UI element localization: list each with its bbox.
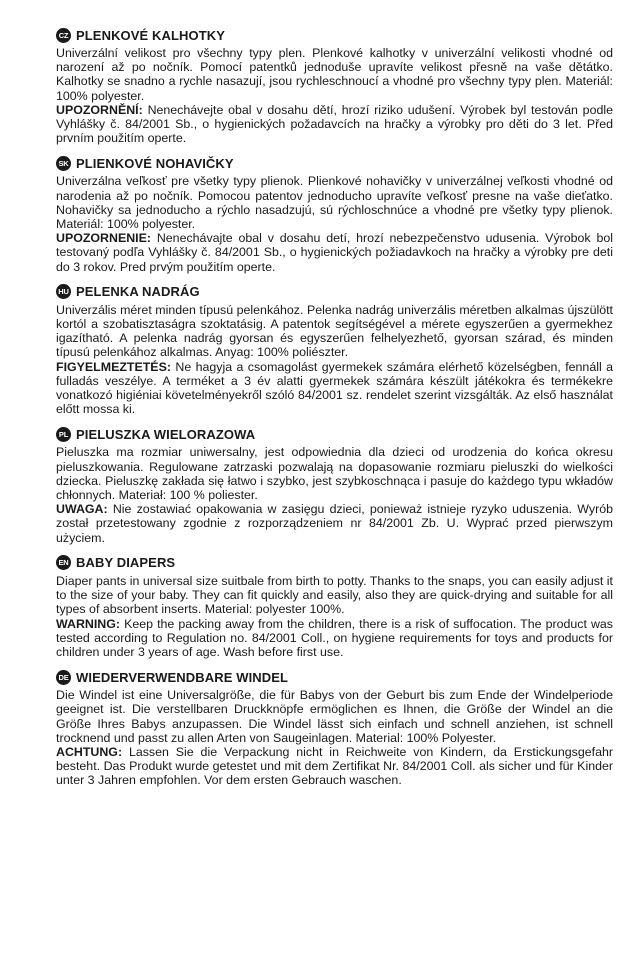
section-body: Diaper pants in universal size suitbale from birth to potty. Thanks to the snaps, you can easily adjust it to the size of your baby. They can fit quickly and easily, also they are quick-drying and suitable for all types of absorbent inserts. Material: polyester 100%. — [56, 573, 613, 617]
warning-label: WARNING: — [56, 616, 121, 631]
language-badge-icon: CZ — [56, 28, 71, 43]
section-heading — [56, 26, 613, 44]
section-pl — [56, 425, 613, 544]
section-body: Pieluszka ma rozmiar uniwersalny, jest odpowiednia dla dzieci od urodzenia do końca okresu pieluszkowania. Regulowane zatrzaski pozwalają na dopasowanie rozmiaru pieluszki do wielkości dziecka. Pieluszkę zakłada się łatwo i szybko, jest szybkoschnąca i pasuje do każdego typu wkładów chłonnych. Materiał: 100 % poliester. — [56, 445, 613, 503]
warning-text: Ne hagyja a csomagolást gyermekek számára elérhető közelségben, fennáll a fulladás veszélye. A terméket a 3 év alatti gyermekek számára készült játékokra és termékekre vonatkozó higiéniai követelményekről szóló 84/2001 sz. rendelet szerint vizsgálták. Az első használat előtt mossa ki. — [56, 359, 614, 417]
section-title: WIEDERVERWENDBARE WINDEL — [76, 669, 289, 685]
warning-label: ACHTUNG: — [56, 744, 123, 759]
section-body: Univerzální velikost pro všechny typy plen. Plenkové kalhotky v univerzální velikosti vhodné od narození až po nočník. Pomocí patentků jednoduše upravíte velikost přesně na vaše dětátko. Kalhotky se snadno a rychle nasazují, jsou rychleschnoucí a vhodné pro všechny typy plen. Materiál: 100% polyester. — [56, 46, 613, 103]
warning-paragraph — [56, 231, 613, 274]
section-title: PLIENKOVÉ NOHAVIČKY — [76, 155, 234, 171]
language-badge-icon: HU — [56, 284, 71, 299]
warning-paragraph — [56, 745, 613, 788]
section-cz — [56, 26, 613, 145]
warning-text: Keep the packing away from the children, there is a risk of suffocation. The product was tested according to Regulation no. 84/2001 Coll., on hygiene requirements for toys and products for children under 3 years of age. Wash before first use. — [56, 616, 614, 659]
warning-label: UPOZORNĚNÍ: — [56, 102, 143, 117]
section-heading — [56, 425, 613, 443]
section-title: BABY DIAPERS — [76, 555, 176, 571]
warning-label: FIGYELMEZTETÉS: — [56, 359, 171, 374]
section-title: PELENKA NADRÁG — [76, 284, 200, 300]
warning-text: Nenechávejte obal v dosahu dětí, hrozí riziko udušení. Výrobek byl testován podle Vyhlášky č. 84/2001 Sb., o hygienických požadavcích na hračky a výrobky pro děti do 3 let. Před prvním použitím operte. — [56, 102, 613, 146]
section-sk — [56, 154, 613, 273]
section-de — [56, 668, 613, 787]
warning-label: UWAGA: — [56, 502, 108, 517]
warning-paragraph — [56, 617, 613, 660]
section-body: Univerzálna veľkosť pre všetky typy plienok. Plienkové nohavičky v univerzálnej veľkosti vhodné od narodenia až po nočník. Pomocou patentov jednoducho upravíte veľkosť presne na vaše dieťatko. Nohavičky sa jednoducho a rýchlo nasadzujú, sú rýchloschnúce a vhodné pre všetky typy plienok. Materiál: 100% polyester. — [56, 174, 613, 232]
section-title: PIELUSZKA WIELORAZOWA — [76, 426, 256, 442]
instruction-document — [56, 26, 613, 797]
section-hu — [56, 283, 613, 417]
section-title: PLENKOVÉ KALHOTKY — [76, 27, 226, 43]
section-heading — [56, 554, 613, 572]
section-body: Univerzális méret minden típusú pelenkához. Pelenka nadrág univerzális méretben alkalmas újszülött kortól a szobatisztaságra szoktatásig. A patentok segítségével a mérete egyszerűen a gyermekhez igazítható. A pelenka nadrág gyorsan és egyszerűen felhelyezhető, gyorsan szárad, és minden típusú pelenkához alkalmas. Anyag: 100% poliészter. — [56, 302, 613, 360]
warning-paragraph — [56, 502, 613, 545]
warning-label: UPOZORNENIE: — [56, 231, 151, 246]
language-badge-icon: PL — [56, 427, 71, 442]
language-badge-icon: DE — [56, 670, 71, 685]
language-badge-icon: EN — [56, 555, 71, 570]
section-heading — [56, 668, 613, 686]
warning-text: Nenechávajte obal v dosahu detí, hrozí nebezpečenstvo udusenia. Výrobok bol testovaný podľa Vyhlášky č. 84/2001 Sb., o hygienických požiadavkoch na hračky a výrobky pre deti do 3 rokov. Pred prvým použitím operte. — [56, 231, 613, 274]
section-heading — [56, 283, 613, 301]
warning-paragraph — [56, 103, 613, 146]
section-body: Die Windel ist eine Universalgröße, die für Babys von der Geburt bis zum Ende der Windelperiode geeignet ist. Die verstellbaren Druckknöpfe ermöglichen es Ihnen, die Größe der Windel an die Größe Ihres Babys anzupassen. Die Windel lässt sich einfach und schnell anziehen, ist schnell trocknend und passt zu allen Arten von Saugeinlagen. Material: 100% Polyester. — [56, 688, 613, 745]
warning-text: Lassen Sie die Verpackung nicht in Reichweite von Kindern, da Erstickungsgefahr besteht. Das Produkt wurde getestet und mit dem Zertifikat Nr. 84/2001 Coll. als sicher und für Kinder unter 3 Jahren empfohlen. Vor dem ersten Gebrauch waschen. — [56, 744, 613, 788]
section-heading — [56, 154, 613, 172]
warning-text: Nie zostawiać opakowania w zasięgu dzieci, ponieważ istnieje ryzyko uduszenia. Wyrób został przetestowany zgodnie z rozporządzeniem nr 84/2001 Zb. U. Wyprać przed pierwszym użyciem. — [56, 502, 613, 545]
warning-paragraph — [56, 360, 613, 417]
language-badge-icon: SK — [56, 156, 71, 171]
section-en — [56, 554, 613, 659]
